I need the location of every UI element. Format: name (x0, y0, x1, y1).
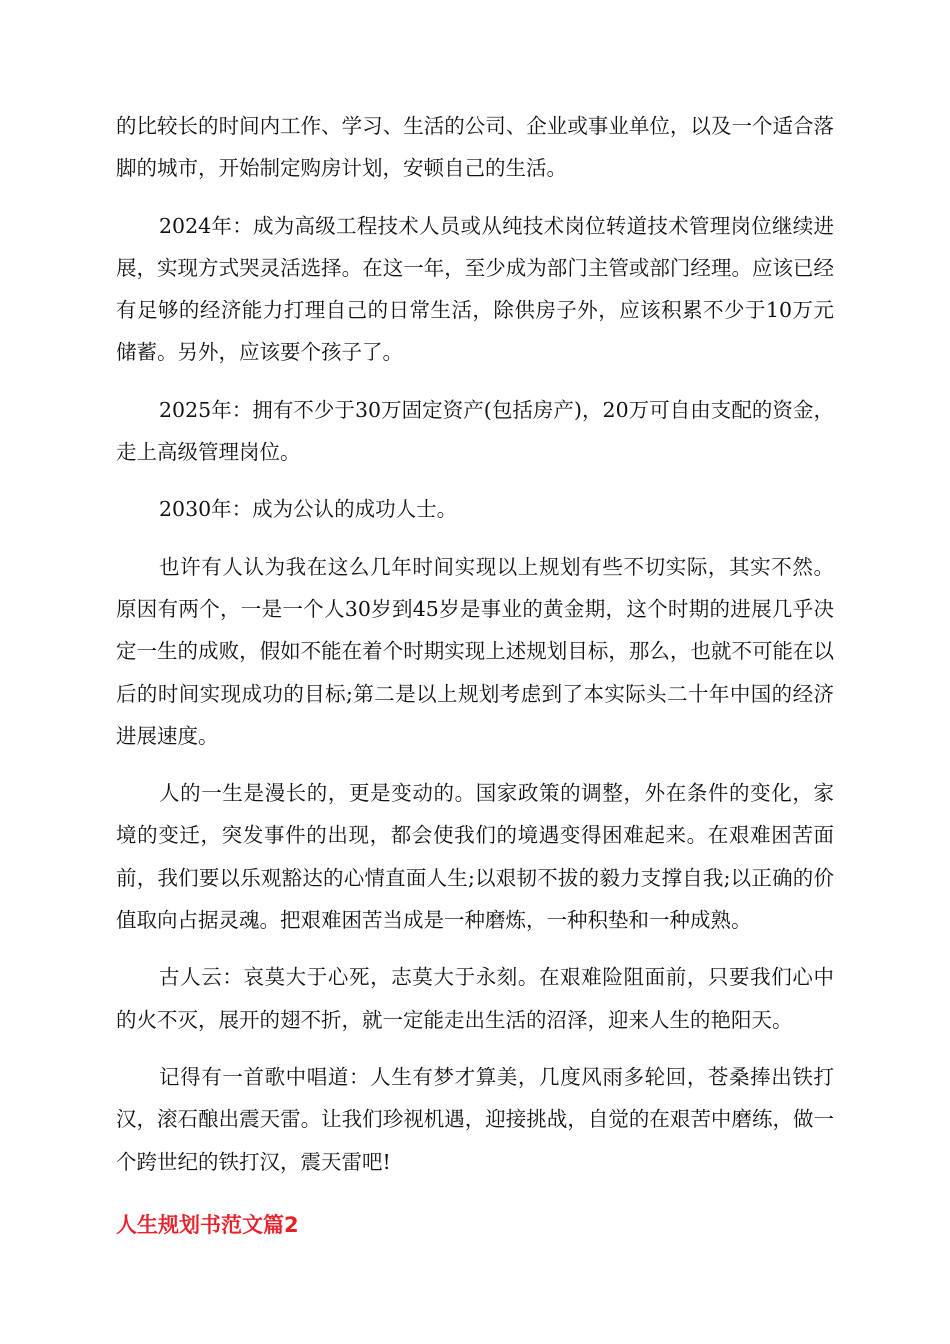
paragraph-feasibility: 也许有人认为我在这么几年时间实现以上规划有些不切实际，其实不然。原因有两个，一是一个人30岁到45岁是事业的黄金期，这个时期的进展几乎决定一生的成败，假如不能在着个时期实现上述规划目标，那么，也就不可能在以后的时间实现成功的目标;第二是以上规划考虑到了本实际头二十年中国的经济进展速度。 (116, 554, 834, 748)
paragraph-song-quote: 记得有一首歌中唱道：人生有梦才算美，几度风雨多轮回，苍桑捧出铁打汉，滚石酿出震天雷。让我们珍视机遇，迎接挑战，自觉的在艰苦中磨练，做一个跨世纪的铁打汉，震天雷吧! (116, 1064, 834, 1174)
paragraph-2025-goal: 2025年：拥有不少于30万固定资产(包括房产)，20万可自由支配的资金，走上高级管理岗位。 (116, 397, 834, 465)
paragraph-ancient-saying: 古人云：哀莫大于心死，志莫大于永刻。在艰难险阻面前，只要我们心中的火不灭，展开的翅不折，就一定能走出生活的沼泽，迎来人生的艳阳天。 (116, 965, 834, 1032)
paragraph-continuation: 的比较长的时间内工作、学习、生活的公司、企业或事业单位，以及一个适合落脚的城市，开始制定购房计划，安顿自己的生活。 (116, 114, 834, 181)
paragraph-2024-goal: 2024年：成为高级工程技术人员或从纯技术岗位转道技术管理岗位继续进展，实现方式哭灵活选择。在这一年，至少成为部门主管或部门经理。应该已经有足够的经济能力打理自己的日常生活，除供房子外，应该积累不少于10万元储蓄。另外，应该要个孩子了。 (116, 213, 834, 365)
paragraph-life-changes: 人的一生是漫长的，更是变动的。国家政策的调整，外在条件的变化，家境的变迁，突发事件的出现，都会使我们的境遇变得困难起来。在艰难困苦面前，我们要以乐观豁达的心情直面人生;以艰韧不拔的毅力支撑自我;以正确的价值取向占据灵魂。把艰难困苦当成是一种磨炼，一种积垫和一种成熟。 (116, 781, 834, 933)
section-heading: 人生规划书范文篇2 (116, 1212, 299, 1237)
paragraph-2030-goal: 2030年：成为公认的成功人士。 (159, 497, 458, 522)
document-page (116, 105, 834, 1245)
